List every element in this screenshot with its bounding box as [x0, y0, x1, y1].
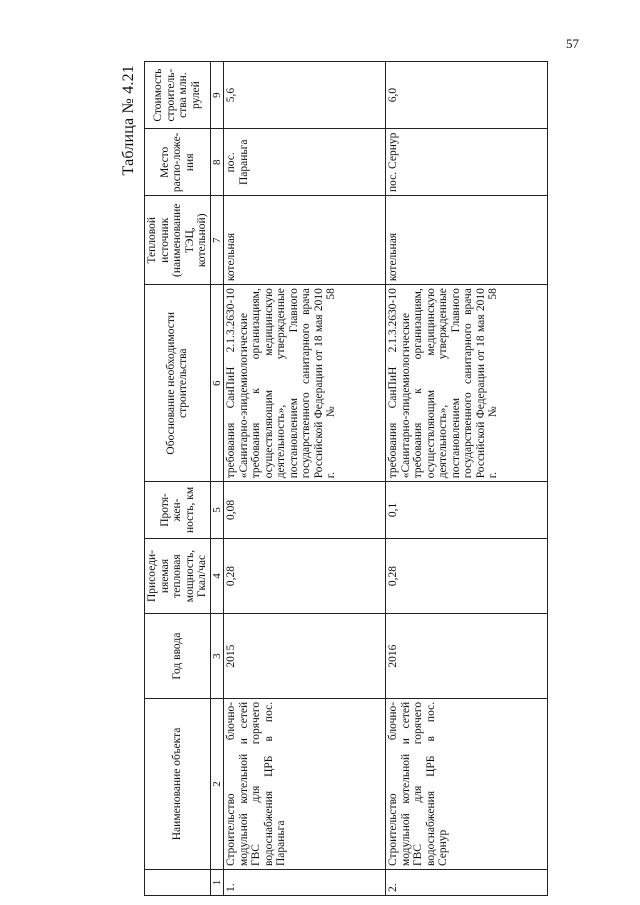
- col-number: 6: [210, 285, 224, 482]
- col-header-source: Тепловой источник (наименование ТЭЦ, котельной): [145, 196, 211, 285]
- col-number: 3: [210, 614, 224, 698]
- table-caption: Таблица № 4.21: [120, 65, 137, 176]
- col-header-cost: Стоимость строитель-ства млн. рулей: [145, 62, 211, 129]
- col-header-power: Присоеди-няемая тепловая мощность, Гкал/час: [145, 538, 211, 614]
- row-number: 1.: [224, 870, 386, 896]
- row-number: 2.: [386, 870, 548, 896]
- connected-power: 0,28: [224, 538, 386, 614]
- column-number-row: [210, 62, 224, 896]
- col-number: 8: [210, 129, 224, 196]
- commission-year: 2016: [386, 614, 548, 698]
- col-number: 5: [210, 482, 224, 538]
- col-number: 1: [210, 870, 224, 896]
- header-row: [145, 62, 211, 896]
- location: пос. Параньга: [224, 129, 386, 196]
- page-number: 57: [566, 36, 579, 51]
- construction-reason: требования СанПиН 2.1.3.2630-10 «Санитарно-эпидемиологические требования к организациям, осуществляющим медицинскую деятельность», утвержденные постановлением Главного государственного санитарного врача Российской Федерации от 18 мая 2010 г. № 58: [224, 285, 386, 482]
- col-number: 4: [210, 538, 224, 614]
- table-row: [224, 62, 386, 896]
- heat-source: котельная: [224, 196, 386, 285]
- col-number: 2: [210, 698, 224, 869]
- construction-cost: 5,6: [224, 62, 386, 129]
- construction-cost: 6,0: [386, 62, 548, 129]
- table-row: [386, 62, 548, 896]
- network-length: 0,1: [386, 482, 548, 538]
- object-name: Строительство блочно-модульной котельной и сетей ГВС для горячего водоснабжения ЦРБ в пос. Сернур: [386, 698, 548, 869]
- col-number: 9: [210, 62, 224, 129]
- construction-reason: требования СанПиН 2.1.3.2630-10 «Санитарно-эпидемиологические требования к организациям, осуществляющим медицинскую деятельность», утвержденные постановлением Главного государственного санитарного врача Российской Федерации от 18 мая 2010 г. № 58: [386, 285, 548, 482]
- col-header-place: Место распо-ложе-ния: [145, 129, 211, 196]
- network-length: 0,08: [224, 482, 386, 538]
- col-header-name: Наименование объекта: [145, 698, 211, 869]
- col-number: 7: [210, 196, 224, 285]
- construction-table: [144, 61, 548, 896]
- heat-source: котельная: [386, 196, 548, 285]
- col-header-no: [145, 870, 211, 896]
- commission-year: 2015: [224, 614, 386, 698]
- object-name: Строительство блочно-модульной котельной и сетей ГВС для горячего водоснабжения ЦРБ в пос. Параньга: [224, 698, 386, 869]
- col-header-length: Протя-жен-ность, км: [145, 482, 211, 538]
- rotated-table-block: [122, 61, 570, 896]
- col-header-reason: Обоснование необходимости строительства: [145, 285, 211, 482]
- col-header-year: Год ввода: [145, 614, 211, 698]
- location: пос. Сернур: [386, 129, 548, 196]
- connected-power: 0,28: [386, 538, 548, 614]
